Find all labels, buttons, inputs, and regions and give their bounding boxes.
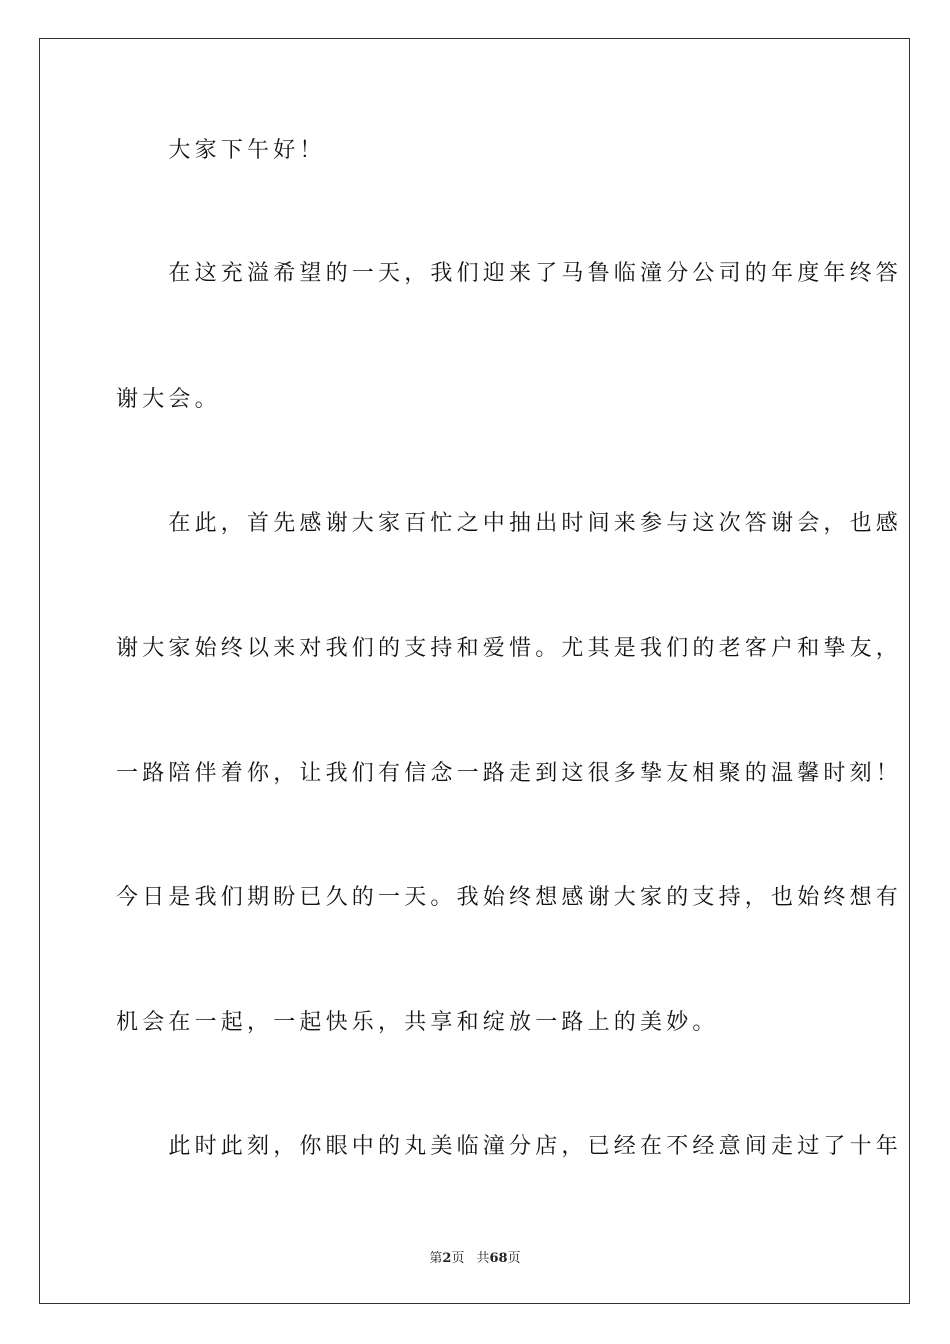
footer-total-pages: 68 bbox=[489, 1251, 508, 1266]
page-footer bbox=[0, 1247, 950, 1266]
footer-page-prefix: 第 bbox=[429, 1251, 443, 1266]
page-border bbox=[39, 38, 910, 1304]
text-line-4: 在此，首先感谢大家百忙之中抽出时间来参与这次答谢会，也感 bbox=[116, 511, 903, 536]
text-line-7: 今日是我们期盼已久的一天。我始终想感谢大家的支持，也始终想有 bbox=[116, 885, 903, 910]
text-line-2: 在这充溢希望的一天，我们迎来了马鲁临潼分公司的年度年终答 bbox=[116, 261, 903, 286]
text-line-3: 谢大会。 bbox=[116, 387, 221, 412]
footer-total-unit: 页 bbox=[507, 1251, 521, 1266]
footer-page-number: 2 bbox=[442, 1251, 452, 1266]
text-line-1: 大家下午好！ bbox=[116, 138, 326, 163]
text-line-6: 一路陪伴着你，让我们有信念一路走到这很多挚友相聚的温馨时刻！ bbox=[116, 761, 903, 786]
footer-total-prefix: 共 bbox=[476, 1251, 490, 1266]
footer-page-unit: 页 bbox=[451, 1251, 465, 1266]
text-line-5: 谢大家始终以来对我们的支持和爱惜。尤其是我们的老客户和挚友， bbox=[116, 636, 903, 661]
text-line-8: 机会在一起，一起快乐，共享和绽放一路上的美妙。 bbox=[116, 1010, 719, 1035]
text-line-9: 此时此刻，你眼中的丸美临潼分店，已经在不经意间走过了十年 bbox=[116, 1134, 903, 1159]
